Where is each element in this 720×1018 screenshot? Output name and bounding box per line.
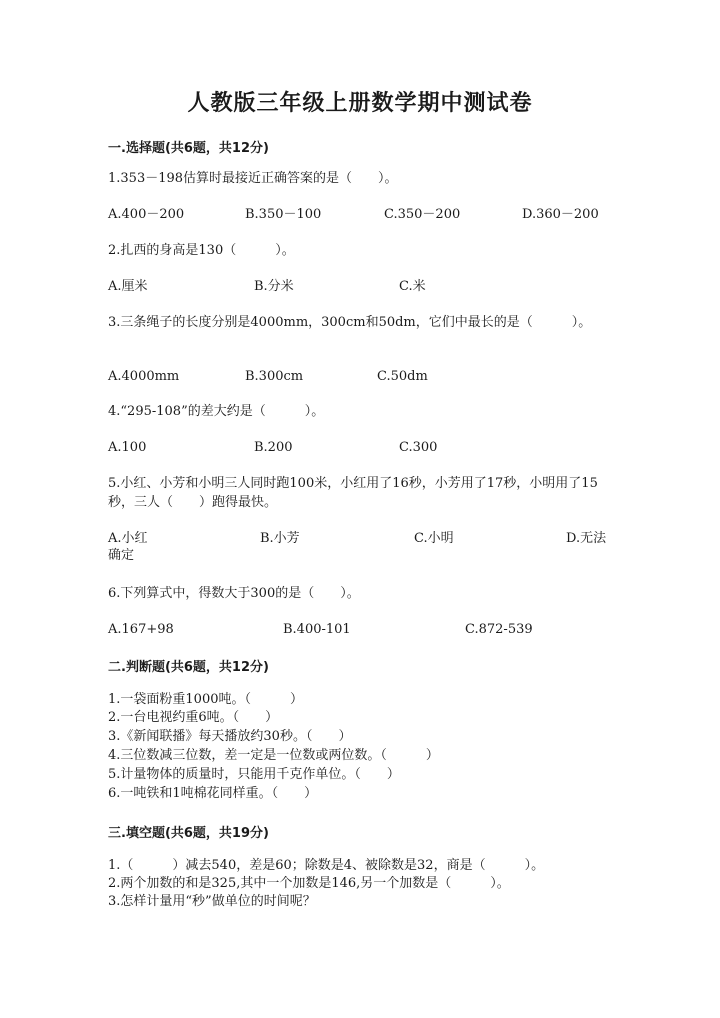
q6-option-a: A.167+98 (108, 622, 174, 637)
page-title: 人教版三年级上册数学期中测试卷 (187, 90, 533, 116)
q4-option-b: B.200 (254, 440, 293, 455)
section-heading-judge: 二.判断题(共6题，共12分) (108, 660, 269, 675)
judge-item-2: 2.一台电视约重6吨。（ ） (108, 710, 279, 725)
question-4: 4.“295-108”的差大约是（ ）。 (108, 404, 325, 419)
q4-option-c: C.300 (399, 440, 438, 455)
q2-option-a: A.厘米 (108, 279, 148, 294)
q1-option-b: B.350－100 (245, 207, 322, 222)
fill-item-3: 3.怎样计量用“秒”做单位的时间呢？ (108, 894, 316, 909)
judge-item-1: 1.一袋面粉重1000吨。（ ） (108, 692, 303, 707)
section-heading-choice: 一.选择题(共6题，共12分) (108, 141, 269, 156)
section-heading-fill: 三.填空题(共6题，共19分) (108, 826, 269, 841)
question-2: 2.扎西的身高是130（ ）。 (108, 243, 295, 258)
q2-option-b: B.分米 (254, 279, 294, 294)
q1-option-c: C.350－200 (384, 207, 461, 222)
judge-item-3: 3.《新闻联播》每天播放约30秒。（ ） (108, 729, 352, 744)
q5-option-d-wrap: 确定 (108, 548, 135, 563)
q5-option-b: B.小芳 (260, 531, 300, 546)
judge-item-4: 4.三位数减三位数，差一定是一位数或两位数。（ ） (108, 748, 439, 763)
q3-option-a: A.4000mm (108, 369, 180, 384)
judge-item-6: 6.一吨铁和1吨棉花同样重。（ ） (108, 786, 318, 801)
question-5: 5.小红、小芳和小明三人同时跑100米，小红用了16秒，小芳用了17秒，小明用了15秒，三人（ ）跑得最快。 (108, 476, 598, 510)
question-3: 3.三条绳子的长度分别是4000mm，300cm和50dm，它们中最长的是（ ）。 (108, 315, 592, 330)
q2-option-c: C.米 (399, 279, 426, 294)
q4-option-a: A.100 (108, 440, 147, 455)
q1-option-a: A.400－200 (108, 207, 185, 222)
q3-option-c: C.50dm (377, 369, 428, 384)
judge-item-5: 5.计量物体的质量时，只能用千克作单位。（ ） (108, 767, 400, 782)
question-1: 1.353－198估算时最接近正确答案的是（ ）。 (108, 171, 398, 186)
q6-option-b: B.400-101 (283, 622, 351, 637)
q5-option-d: D.无法 (566, 531, 607, 546)
q5-option-c: C.小明 (414, 531, 454, 546)
fill-item-1: 1.（ ）减去540，差是60；除数是4、被除数是32，商是（ ）。 (108, 858, 545, 873)
q6-option-c: C.872-539 (465, 622, 533, 637)
fill-item-2: 2.两个加数的和是325,其中一个加数是146,另一个加数是（ ）。 (108, 876, 510, 891)
question-6: 6.下列算式中，得数大于300的是（ ）。 (108, 586, 360, 601)
q1-option-d: D.360－200 (522, 207, 599, 222)
q3-option-b: B.300cm (245, 369, 304, 384)
q5-option-a: A.小红 (108, 531, 148, 546)
